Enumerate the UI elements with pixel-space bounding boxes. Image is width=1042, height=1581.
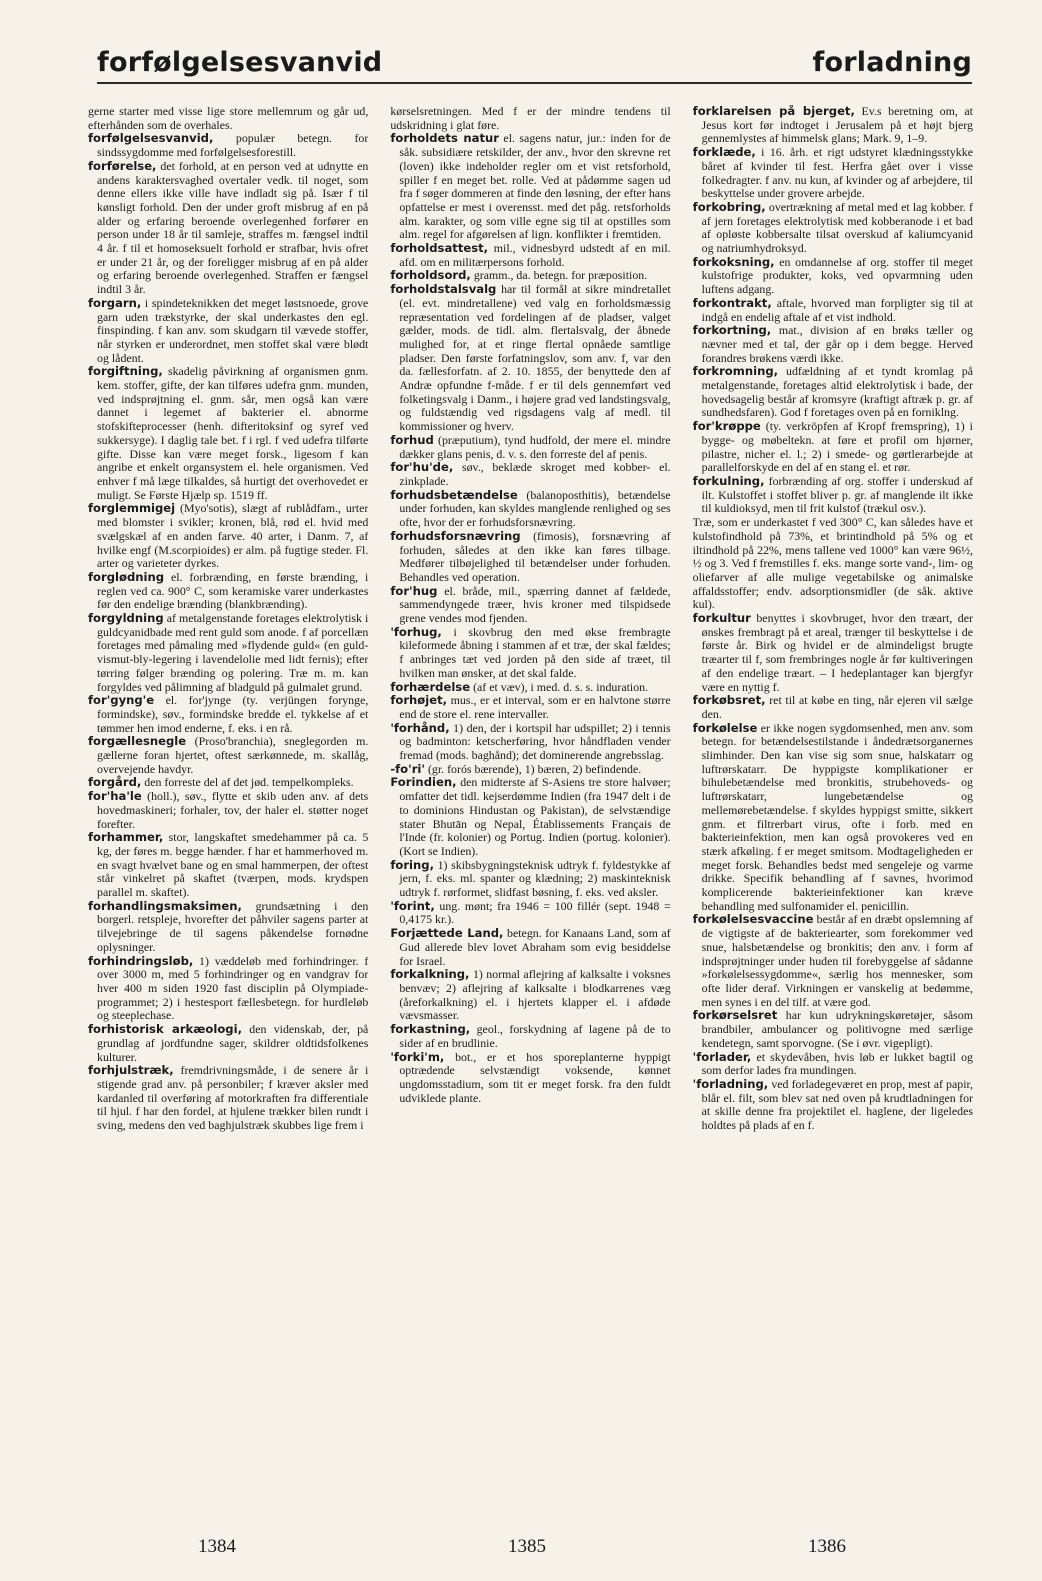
entry-headword: 'forhug,	[390, 624, 442, 639]
entry-definition: gramm., da. betegn. for præposition.	[473, 268, 648, 283]
entry-definition: populær betegn. for sindssygdomme med forfølgelsesforestill.	[97, 131, 369, 160]
text-columns	[88, 105, 973, 1535]
dictionary-entry	[693, 475, 973, 516]
column-2	[390, 105, 670, 1535]
entry-definition: el. forbrænding, en første brænding, i reglen ved ca. 900° C, som keramiske varer underkastes før den endelige brænding (blankbrænding).	[97, 569, 369, 612]
entry-definition: (gr. forós bærende), 1) bæren, 2) befindende.	[427, 761, 642, 776]
entry-definition: (præputium), tynd hudfold, der mere el. mindre dækker glans penis, d. v. s. den forreste del af penis.	[399, 432, 671, 461]
dictionary-entry	[390, 434, 670, 461]
entry-headword: forgiftning,	[88, 364, 163, 379]
entry-headword: forkoksning,	[692, 254, 775, 269]
dictionary-entry	[88, 694, 368, 735]
entry-definition: grundsætning i den borgerl. retspleje, hvorefter det påhviler sagens parter at tilvejebringe de til sagens påkendelse fornødne oplysninger.	[97, 898, 369, 954]
entry-definition: bot., er et hos sporeplanterne hyppigt optrædende selvstændigt voksende, kønnet ungdomsstadium, som tit er meget forsk. fra den fuldt udviklede plante.	[399, 1049, 671, 1105]
entry-headword: foring,	[390, 857, 434, 872]
dictionary-entry	[693, 1078, 973, 1133]
dictionary-entry	[390, 763, 670, 777]
entry-definition: 1) skibsbygningsteknisk udtryk f. fyldestykke af jern, f. eks. ml. spanter og klædning; 2) maskinteknisk udtryk f. rørformet, slidfast bøsning, f. eks. ved aksler.	[399, 857, 671, 900]
entry-definition: benyttes i skovbruget, hvor den træart, der ønskes frembragt på et areal, trænger til beskyttelse i de første år. Birk og hvidel er de almindeligst brugte træarter til f, som frembringes nogle år før kultiveringen af den endelige træart. – I hedeplantager kan bjergfyr være en nyttig f.	[701, 611, 973, 694]
entry-headword: forhammer,	[88, 830, 164, 845]
entry-headword: forhudsbetændelse	[390, 487, 518, 502]
entry-definition: udfældning af et tyndt kromlag på metalgenstande, foretages altid elektrolytisk i bade, der hovedsagelig består af kromsyre (kraftigt aftræk p. gr. af sundhedsfaren). God f foretages oven på en forniklng.	[701, 364, 973, 420]
page-number-1386: 1386	[808, 1536, 846, 1557]
entry-definition: den midterste af S-Asiens tre store halvøer; omfatter det tidl. kejserdømme Indien (fra 1947 delt i de to dominions Hindustan og Pakistan), de selvstændige stater Bhutān og Nepal, Établissements Français de l'Inde (fr. kolonier) og Portug. Indien (portug. kolonier). (Kort se Indien).	[399, 775, 671, 858]
dictionary-entry	[390, 1023, 670, 1050]
entry-headword: forglødning	[88, 569, 165, 584]
entry-definition: el. for'jynge (ty. verjüngen forynge, formindske), søv., formindske bredde el. tykkelse af et tømmer hen imod enderne, f. eks. i en rå.	[97, 693, 369, 735]
entry-definition: har til formål at sikre mindretallet (el. evt. mindretallene) ved valg en forholdsmæssig repræsentation ved fordelingen af de pladser, valget gælder, mods. de tidl. alm. flertalsvalg, der åbnede mulighed for, at et ringe flertal opnåede samtlige pladser. Den første forfatningslov, som anv. f, var den da. fællesforfatn. af 2. 10. 1855, der benyttede den af Andræ opfundne f-måde. f er til dels gennemført ved folketingsvalg i Danm., i højere grad ved landstingsvalg, og fuldstændig ved rigsdagens valg af medl. til kommissioner og hverv.	[399, 282, 671, 434]
dictionary-entry	[88, 831, 368, 900]
entry-headword: forkøbsret,	[692, 693, 766, 708]
dictionary-entry	[390, 269, 670, 283]
entry-definition: stor, langskaftet smedehammer på ca. 5 kg, der føres m. begge hænder. f har et hammerhoved m. en svagt hvælvet bane og en smal hammerpen, der oftest står vinkelret på skaftet (tværpen, mods. krydspen parallel m. skaftet).	[97, 830, 369, 900]
entry-definition: el. sagens natur, jur.: inden for de såk. subsidiære retskilder, der anv., hvor den skrevne ret (loven) ikke indeholder regler om et vist retsforhold, spiller f en meget bet. rolle. Ved at pådømme sagen ud fra f søger dommeren at finde den løsning, der efter hans opfattelse er mest i overensst. med det påg. retsforholds alm. karakter, og som ville egne sig til at opstilles som alm. regel for afgørelsen af lign. konflikter i fremtiden.	[399, 131, 671, 242]
dictionary-entry	[390, 968, 670, 1023]
dictionary-entry	[693, 694, 973, 721]
dictionary-entry	[693, 201, 973, 256]
entry-definition: mus., er et interval, som er en halvtone større end de store el. rene intervaller.	[399, 693, 671, 721]
dictionary-entry	[88, 900, 368, 955]
entry-headword: Forjættede Land,	[390, 926, 504, 941]
dictionary-entry	[693, 913, 973, 1009]
entry-headword: forhjulstræk,	[88, 1063, 174, 1078]
dictionary-entry	[88, 297, 368, 366]
entry-headword: for'krøppe	[692, 419, 761, 434]
entry-headword: forkultur	[692, 611, 751, 626]
entry-headword: forhærdelse	[390, 679, 471, 694]
entry-definition: 1) normal aflejring af kalksalte i voksnes benvæv; 2) aflejring af kalksalte i blodkarrenes væg (åreforkalkning) el. i hjertets klapper el. i afdøde vævsmasser.	[399, 967, 671, 1023]
dictionary-entry	[390, 585, 670, 626]
entry-headword: forholdsord,	[390, 268, 471, 283]
dictionary-entry	[390, 859, 670, 900]
entry-headword: forførelse,	[88, 158, 157, 173]
dictionary-entry	[693, 420, 973, 475]
entry-headword: forkromning,	[692, 364, 779, 379]
dictionary-entry	[88, 1064, 368, 1133]
entry-headword: forgyldning	[88, 611, 164, 626]
entry-headword: for'hug	[390, 583, 438, 598]
entry-headword: forgarn,	[88, 295, 142, 310]
dictionary-entry	[693, 256, 973, 297]
entry-definition: et skydevåben, hvis løb er lukket bagtil og som derfor lades fra mundingen.	[701, 1049, 973, 1078]
entry-headword: forhistorisk arkæologi,	[88, 1022, 242, 1037]
dictionary-entry	[693, 1009, 973, 1050]
dictionary-entry	[693, 516, 973, 612]
entry-headword: forgård,	[88, 775, 142, 790]
dictionary-entry	[693, 146, 973, 201]
header-left-guideword: forfølgelsesvanvid	[97, 47, 383, 78]
entry-definition: søv., beklæde skroget med kobber- el. zinkplade.	[399, 460, 671, 488]
entry-definition: 1) den, der i kortspil har udspillet; 2) i tennis og badminton: ketscherføring, hvor håndfladen vender fremad (mods. baghånd); det dominerende angrebsslag.	[399, 720, 671, 763]
column-3	[693, 105, 973, 1535]
entry-definition: forbrænding af org. stoffer i underskud af ilt. Kulstoffet i stoffet bliver p. gr. af manglende ilt ikke til kuldioksyd, men til frit kulstof (trækul osv.).	[701, 473, 973, 516]
entry-definition: (ty. verkröpfen af Kropf fremspring), 1) i bygge- og møbeltekn. at føre et profil om hjørner, pilastre, nicher el. l.; 2) i smede- og gørtlerarbejde at parallelforskyde en del af en stang el. et rør.	[701, 419, 973, 475]
entry-definition: i skovbrug den med økse frembragte kileformede åbning i stammen af et træ, der skal fældes; f anbringes tæt ved jorden på den side af træet, til hvilken man ønsker, at det skal falde.	[399, 624, 671, 680]
dictionary-entry	[390, 681, 670, 695]
dictionary-entry	[88, 612, 368, 694]
entry-definition: gerne starter med visse lige store mellemrum og går ud, efterhånden som de overhales.	[88, 105, 369, 132]
entry-headword: forkortning,	[692, 323, 772, 338]
dictionary-entry	[88, 1023, 368, 1064]
dictionary-entry	[693, 612, 973, 694]
dictionary-entry	[88, 955, 368, 1024]
entry-headword: for'ha'le	[88, 789, 142, 804]
dictionary-entry	[693, 105, 973, 146]
entry-definition: af metalgenstande foretages elektrolytisk i guldcyanidbade med rent guld som anode. f af porcellæn foretages med påmaling med »flydende guld« (en guld-vismut-bly-legering i lavendelolie med lidt fernis); efter tørring følger brænding og polering. Træ m. m. kan forgyldes ved pålimning af bladguld på gulmalet grund.	[97, 611, 369, 694]
entry-definition: (Proso'branchia), sneglegorden m. gællerne foran hjertet, oftest særkønnede, m. skallåg, overvejende havdyr.	[97, 734, 369, 776]
page-number-1384: 1384	[198, 1536, 236, 1557]
entry-headword: 'forlader,	[692, 1049, 752, 1064]
entry-definition: i 16. årh. et rigt udstyret klædningsstykke båret af kvinder til fest. Herfra gået over i visse folkedragter. f anv. nu kun, af kvinder og af arbejdere, til beskyttelse under grovere arbejde.	[701, 145, 973, 201]
entry-definition: ung. mønt; fra 1946 = 100 fillér (sept. 1948 = 0,4175 kr.).	[399, 898, 671, 927]
dictionary-entry	[390, 1051, 670, 1106]
dictionary-entry	[693, 365, 973, 420]
entry-headword: forglemmigej	[88, 501, 176, 516]
entry-headword: 'forki'm,	[390, 1049, 445, 1064]
dictionary-entry	[88, 776, 368, 790]
entry-definition: ved forladegeværet en prop, mest af papir, blår el. filt, som blev sat ned oven på krudtladningen for at skille denne fra projektilet el. haglene, der ligeledes holdtes på plads af en f.	[701, 1076, 973, 1133]
entry-headword: forkølelse	[692, 720, 758, 735]
entry-headword: forhud	[390, 432, 434, 447]
entry-headword: forkølelsesvaccine	[692, 912, 814, 927]
entry-definition: fremdrivningsmåde, i de senere år i stigende grad anv. på personbiler; f kræver aksler med kardanled til overføring af motorkraften fra differentiale til hjul. f har den fordel, at hjulene trækker bilen rundt i sving, medens den ved baghjulstræk skubbes lige frem i	[97, 1063, 369, 1133]
entry-definition: har kun udrykningskøretøjer, såsom brandbiler, ambulancer og politivogne med særlige kendetegn, samt sporvogne. (Se i øvr. vigepligt).	[701, 1008, 973, 1050]
dictionary-entry	[390, 489, 670, 530]
column-1	[88, 105, 368, 1535]
dictionary-entry	[88, 502, 368, 571]
entry-definition: er ikke nogen sygdomsenhed, men anv. som betegn. for betændelsestilstande i åndedrætsorganernes slimhinder. Den kan vise sig som snue, halskatarr og luftrørskatarr. De hyppigste komplikationer er bihulebetændelse med bronkitis, strubehoveds- og luftrørskatarr, lungebetændelse og mellemørebetændelse. f skyldes hyppigst smitte, sikkert gnm. et filtrerbart virus, ofte i forb. med en bakterieinfektion, men kan også provokeres ved en stærk afkøling. f er meget smitsom. Modtageligheden er meget forsk. Behandles bedst med sengeleje og varme drikke. Specifik behandling af f savnes, hvorimod komplicerende bakterieinfektioner kan kræve behandling med sulfonamider el. penicillin.	[701, 720, 973, 913]
entry-definition: består af en dræbt opslemning af de vigtigste af de bakteriearter, som forekommer ved snue, halsbetændelse og bronkitis; den anv. i form af indsprøjtninger under huden til forebyggelse af sådanne »forkølelsessygdomme«, særlig hos mennesker, som ofte lider deraf. Virkningen er vanskelig at bedømme, men synes i en del tilf. at være god.	[701, 912, 973, 1009]
entry-headword: forgællesnegle	[88, 734, 187, 749]
dictionary-entry	[88, 365, 368, 502]
entry-headword: for'hu'de,	[390, 460, 454, 475]
entry-headword: for'gyng'e	[88, 693, 155, 708]
entry-headword: forkørselsret	[692, 1008, 778, 1023]
entry-definition: det forhold, at en person ved at udnytte en andens karaktersvaghed overtaler vedk. til noget, som denne ellers ikke ville have indladt sig på. Især f til kønsligt forhold. Den der under groft misbrug af en på alder og erfaring beroende overlegenhed forfører en person under 18 år til samleje, straffes m. fængsel indtil 4 år. f til et homoseksuelt forhold er strafbar, hvis ofret er under 21 år, og der foreligger misbrug af en på alder og erfaring beroende overlegenhed. Straffen er fængsel indtil 3 år.	[97, 158, 369, 297]
dictionary-entry	[390, 776, 670, 858]
running-header	[97, 44, 972, 84]
entry-definition: el. bråde, mil., spærring dannet af fældede, sammendyngede træer, hvis kroner med tilspidsede grene vendes mod fjenden.	[399, 583, 671, 626]
page-number-1385: 1385	[508, 1536, 546, 1557]
entry-headword: Forindien,	[390, 775, 457, 790]
entry-definition: betegn. for Kanaans Land, som af Gud allerede blev lovet Abraham som evig besiddelse for Israel.	[399, 926, 671, 968]
entry-headword: forklarelsen på bjerget,	[692, 105, 855, 118]
entry-definition: aftale, hvorved man forpligter sig til at indgå en endelig aftale af et vist indhold.	[701, 295, 973, 324]
entry-headword: forholdsattest,	[390, 241, 489, 256]
dictionary-entry	[88, 735, 368, 776]
entry-headword: 'forint,	[390, 898, 435, 913]
entry-definition: geol., forskydning af lagene på de to sider af en brudlinie.	[399, 1022, 671, 1050]
dictionary-entry	[390, 626, 670, 681]
entry-headword: forkontrakt,	[692, 295, 772, 310]
entry-headword: 'forhånd,	[390, 720, 450, 735]
entry-definition: (Myo'sotis), slægt af rublådfam., urter med blomster i svikler; kronen, blå, rød el. hvid med svælgskæl af en anden farve. 40 arter, i Danm. 7, af hvilke engf (M.scorpioides) er alm. på fugtige steder. Fl. arter og varieteter dyrkes.	[97, 501, 369, 571]
dictionary-entry	[88, 105, 368, 132]
entry-headword: forkastning,	[390, 1022, 471, 1037]
entry-headword: forhudsforsnævring	[390, 528, 521, 543]
entry-headword: forhindringsløb,	[88, 953, 194, 968]
entry-definition: 1) væddeløb med forhindringer. f over 3000 m, med 5 forhindringer og en vandgrav for hver 400 m siden 1920 fast disciplin på Olympiade-programmet; 2) i hestesport fællesbetegn. for hurdleløb og steeplechase.	[97, 953, 369, 1023]
entry-definition: (balanoposthitis), betændelse under forhuden, kan skyldes manglende renlighed og ses ofte, hvor der er forhudsforsnævring.	[399, 487, 671, 530]
dictionary-entry	[390, 900, 670, 927]
entry-definition: (fimosis), forsnævring af forhuden, således at den ikke kan føres tilbage. Medfører tilbøjelighed til betændelser under forhuden. Behandles ved operation.	[399, 528, 671, 584]
entry-definition: ret til at købe en ting, når ejeren vil sælge den.	[701, 693, 973, 721]
entry-definition: mil., vidnesbyrd udstedt af en mil. afd. om en militærpersons forhold.	[399, 241, 671, 269]
entry-headword: forhandlingsmaksimen,	[88, 898, 242, 913]
dictionary-entry	[390, 530, 670, 585]
entry-definition: (holl.), søv., flytte et skib uden anv. af dets hovedmaskineri; forhaler, tov, der haler el. støtter noget forefter.	[97, 789, 369, 831]
dictionary-entry	[390, 461, 670, 488]
entry-definition: Ev.s beretning om, at Jesus kort før indtoget i Jerusalem på et højt bjerg gennemlystes af himmelsk glans; Mark. 9, 1–9.	[701, 105, 973, 146]
entry-headword: forkalkning,	[390, 967, 470, 982]
dictionary-entry	[693, 1051, 973, 1078]
dictionary-entry	[693, 324, 973, 365]
header-right-guideword: forladning	[812, 47, 972, 78]
entry-headword: forfølgelsesvanvid,	[88, 131, 214, 146]
dictionary-entry	[88, 132, 368, 159]
entry-headword: forkobring,	[692, 199, 766, 214]
dictionary-entry	[693, 297, 973, 324]
dictionary-entry	[390, 242, 670, 269]
entry-definition: i spindeteknikken det meget løstsnoede, grove garn uden trækstyrke, der skal underkastes den egl. finspinding. f kan anv. som skudgarn til vævede stoffer, når styrken er underordnet, men stoffet skal være blødt og lådent.	[97, 295, 369, 365]
entry-headword: -fo'ri'	[390, 761, 425, 776]
entry-headword: forhøjet,	[390, 693, 448, 708]
dictionary-entry	[88, 571, 368, 612]
dictionary-entry	[390, 722, 670, 763]
dictionary-entry	[88, 790, 368, 831]
entry-definition: skadelig påvirkning af organismen gnm. kem. stoffer, gifte, der kan tilføres udefra gnm. munden, ved indsprøjtning el. gnm. sår, men også kan være dannet i legemet af bakterier el. abnorme stofskifteprocesser (henh. difteritoksinf og syref ved sukkersyge). I daglig tale bet. f i rgl. f ved udefra tilførte gifte. Disse kan være meget forsk., ligesom f kan angribe et enkelt organsystem el. hele organismen. Ved enhver f må læge tilkaldes, så hurtigt det overhovedet er muligt. Se Første Hjælp sp. 1519 ff.	[97, 364, 369, 502]
dictionary-entry	[390, 283, 670, 434]
entry-headword: 'forladning,	[692, 1076, 769, 1091]
entry-headword: forholdets natur	[390, 131, 499, 146]
dictionary-entry	[693, 722, 973, 914]
dictionary-entry	[390, 105, 670, 132]
entry-definition: mat., division af en brøks tæller og nævner med et tal, der går op i dem begge. Herved forandres brøkens værdi ikke.	[701, 323, 973, 365]
entry-definition: kørselsretningen. Med f er der mindre tendens til udskridning i glat føre.	[390, 105, 671, 132]
dictionary-entry	[390, 927, 670, 968]
dictionary-entry	[390, 694, 670, 721]
entry-definition: overtrækning af metal med et lag kobber. f af jern foretages elektrolytisk med kobberanode i et bad af opløste kobbersalte tilsat overskud af kaliumcyanid og natriumhydroksyd.	[701, 199, 973, 256]
entry-definition: den forreste del af det jød. tempelkompleks.	[144, 775, 354, 790]
entry-definition: den videnskab, der, på grundlag af jordfundne sager, skildrer oldtidsfolkenes kulturer.	[97, 1022, 369, 1064]
entry-headword: forklæde,	[692, 145, 756, 160]
dictionary-entry	[88, 160, 368, 297]
entry-headword: forkulning,	[692, 473, 765, 488]
entry-definition: Træ, som er underkastet f ved 300° C, kan således have et kulstofindhold på 73%, et brintindhold på 5% og et iltindhold på 22%, mens tallene ved 1000° kan være 96½, ½ og 3. Ved f fremstilles f. eks. mange sorte vand-, lim- og oliefarver af alle mulige vegetabilske og animalske affaldsstoffer; endv. adsorptionsmidler (de såk. aktive kul).	[692, 515, 973, 612]
entry-definition: (af et væv), i med. d. s. s. induration.	[473, 679, 649, 694]
entry-headword: forholdstalsvalg	[390, 282, 497, 297]
entry-definition: en omdannelse af org. stoffer til meget kulstofrige produkter, koks, ved opvarmning uden luftens adgang.	[701, 254, 973, 297]
dictionary-entry	[390, 132, 670, 242]
